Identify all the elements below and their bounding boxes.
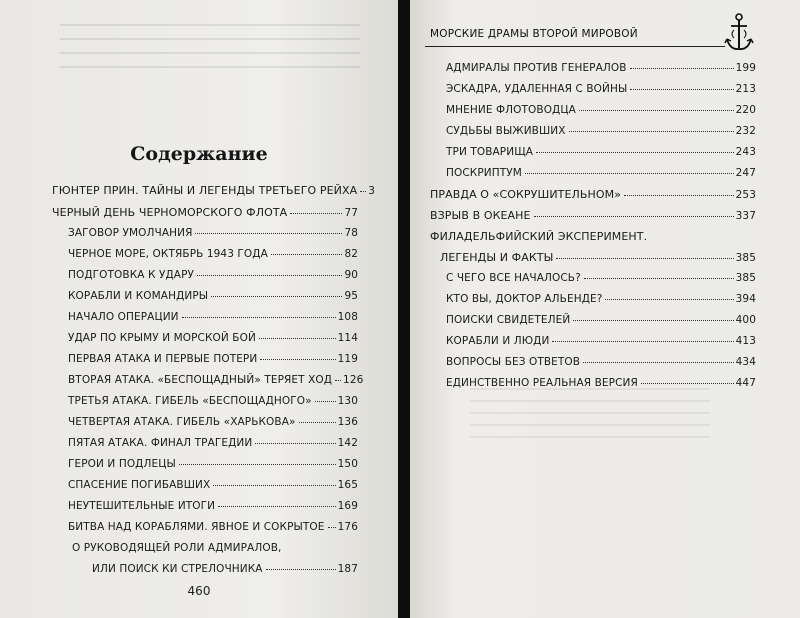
toc-entry: ПОДГОТОВКА К УДАРУ 90 [68, 269, 358, 281]
toc-entry: ПЕРВАЯ АТАКА И ПЕРВЫЕ ПОТЕРИ 119 [68, 353, 358, 365]
book-gutter [398, 0, 410, 618]
toc-entry: ЧЕРНЫЙ ДЕНЬ ЧЕРНОМОРСКОГО ФЛОТА 77 [52, 206, 358, 219]
toc-entry: СПАСЕНИЕ ПОГИБАВШИХ 165 [68, 479, 358, 491]
toc-entry: ТРИ ТОВАРИЩА 243 [446, 146, 756, 158]
bleed-through-text [60, 12, 360, 102]
toc-entry: УДАР ПО КРЫМУ И МОРСКОЙ БОЙ 114 [68, 332, 358, 344]
left-page [0, 0, 398, 618]
toc-entry: ГЮНТЕР ПРИН. ТАЙНЫ И ЛЕГЕНДЫ ТРЕТЬЕГО РЕЙХА 3 [52, 184, 376, 197]
toc-entry: ПРАВДА О «СОКРУШИТЕЛЬНОМ» 253 [430, 188, 756, 201]
toc-entry: ТРЕТЬЯ АТАКА. ГИБЕЛЬ «БЕСПОЩАДНОГО» 130 [68, 395, 358, 407]
toc-entry: О РУКОВОДЯЩЕЙ РОЛИ АДМИРАЛОВ, [72, 542, 282, 554]
toc-entry: ЧЕРНОЕ МОРЕ, ОКТЯБРЬ 1943 ГОДА 82 [68, 248, 358, 260]
toc-entry: ГЕРОИ И ПОДЛЕЦЫ 150 [68, 458, 358, 470]
contents-heading: Содержание [130, 143, 268, 165]
toc-entry: ПОСКРИПТУМ 247 [446, 167, 756, 179]
toc-entry: КОРАБЛИ И КОМАНДИРЫ 95 [68, 290, 358, 302]
toc-entry: ИЛИ ПОИСК КИ СТРЕЛОЧНИКА 187 [92, 563, 358, 575]
toc-entry: ВЗРЫВ В ОКЕАНЕ 337 [430, 209, 756, 222]
running-head: МОРСКИЕ ДРАМЫ ВТОРОЙ МИРОВОЙ [430, 28, 638, 40]
toc-entry: МНЕНИЕ ФЛОТОВОДЦА 220 [446, 104, 756, 116]
toc-entry: ЗАГОВОР УМОЛЧАНИЯ 78 [68, 227, 358, 239]
toc-entry: КТО ВЫ, ДОКТОР АЛЬЕНДЕ? 394 [446, 293, 756, 305]
running-head-rule [425, 46, 725, 47]
toc-entry: ЧЕТВЕРТАЯ АТАКА. ГИБЕЛЬ «ХАРЬКОВА» 136 [68, 416, 358, 428]
toc-entry: НЕУТЕШИТЕЛЬНЫЕ ИТОГИ 169 [68, 500, 358, 512]
toc-entry: НАЧАЛО ОПЕРАЦИИ 108 [68, 311, 358, 323]
toc-entry: ВОПРОСЫ БЕЗ ОТВЕТОВ 434 [446, 356, 756, 368]
bleed-through-text [470, 378, 710, 488]
page-number: 460 [187, 584, 211, 598]
toc-entry: ЕДИНСТВЕННО РЕАЛЬНАЯ ВЕРСИЯ 447 [446, 377, 756, 389]
toc-entry: КОРАБЛИ И ЛЮДИ 413 [446, 335, 756, 347]
toc-entry: СУДЬБЫ ВЫЖИВШИХ 232 [446, 125, 756, 137]
toc-entry: ФИЛАДЕЛЬФИЙСКИЙ ЭКСПЕРИМЕНТ. [430, 230, 648, 243]
toc-entry: ПЯТАЯ АТАКА. ФИНАЛ ТРАГЕДИИ 142 [68, 437, 358, 449]
toc-entry: БИТВА НАД КОРАБЛЯМИ. ЯВНОЕ И СОКРЫТОЕ 176 [68, 521, 358, 533]
toc-entry: АДМИРАЛЫ ПРОТИВ ГЕНЕРАЛОВ 199 [446, 62, 756, 74]
toc-entry: ПОИСКИ СВИДЕТЕЛЕЙ 400 [446, 314, 756, 326]
toc-entry: С ЧЕГО ВСЕ НАЧАЛОСЬ? 385 [446, 272, 756, 284]
anchor-icon [722, 12, 756, 54]
toc-entry: ЭСКАДРА, УДАЛЕННАЯ С ВОЙНЫ 213 [446, 83, 756, 95]
toc-entry: ЛЕГЕНДЫ И ФАКТЫ 385 [440, 251, 756, 264]
toc-entry: ВТОРАЯ АТАКА. «БЕСПОЩАДНЫЙ» ТЕРЯЕТ ХОД 126 [68, 374, 364, 386]
